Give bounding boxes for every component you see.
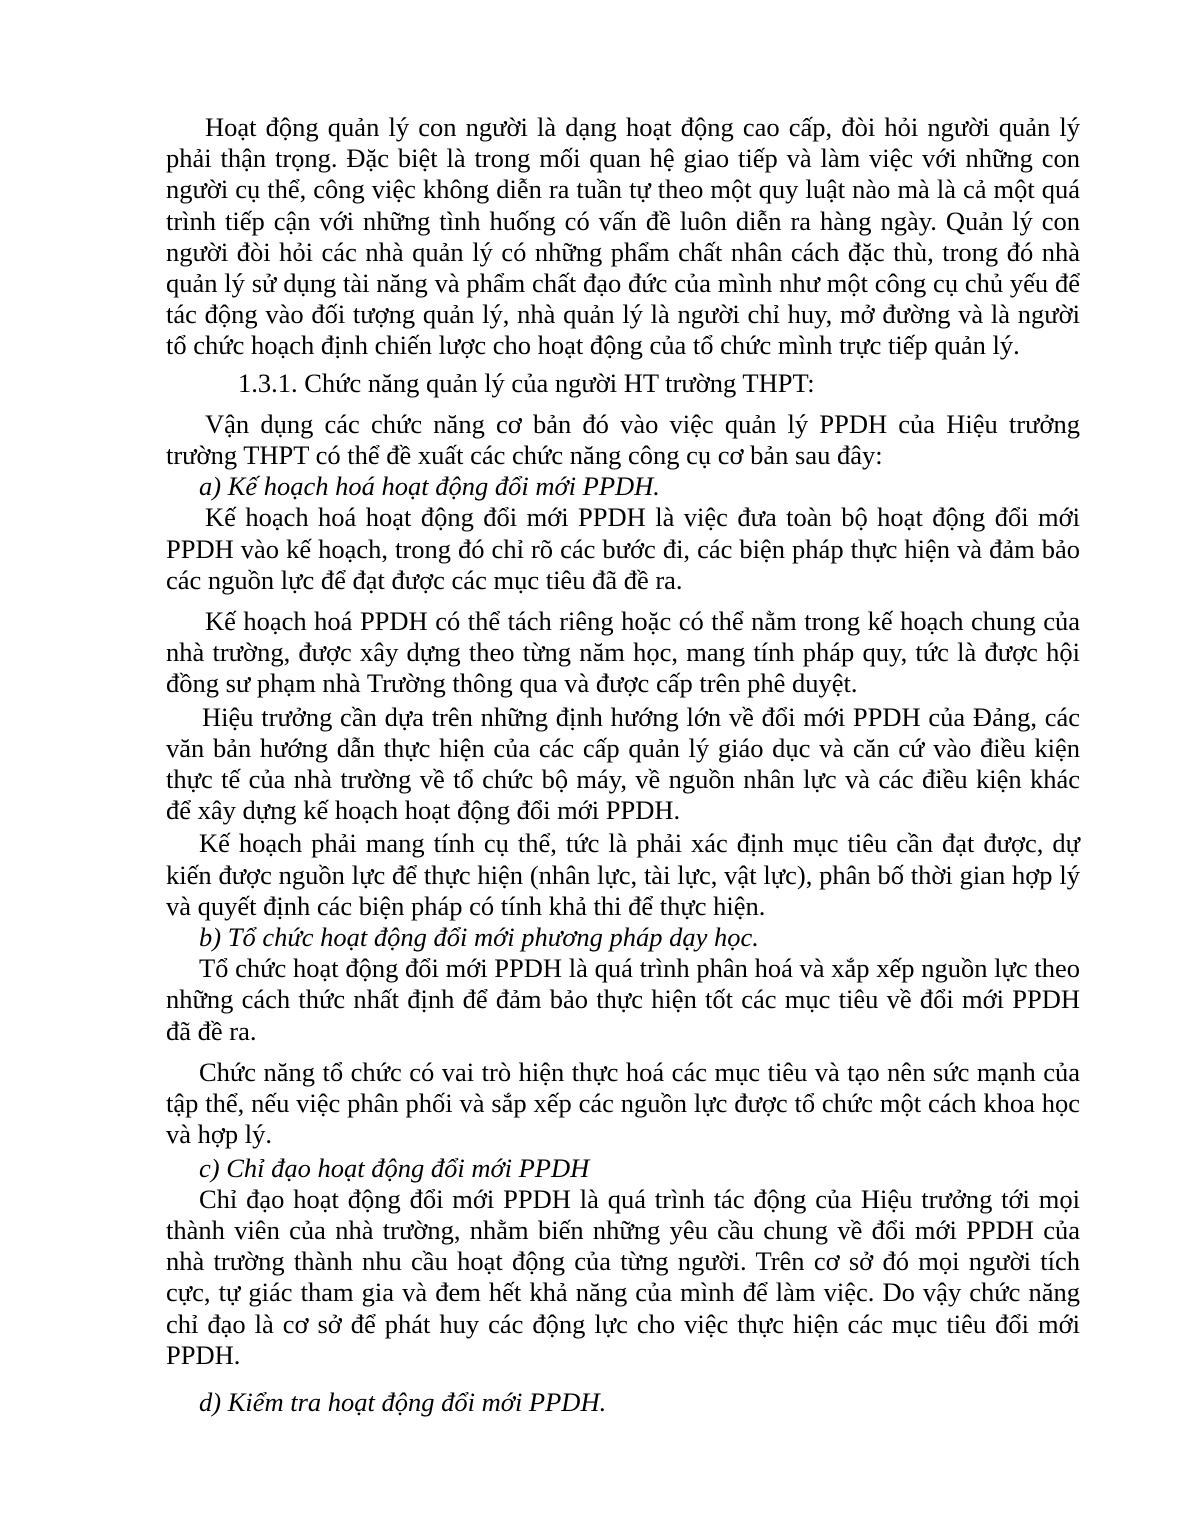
paragraph-organizing-definition: Tổ chức hoạt động đổi mới PPDH là quá trình phân hoá và xắp xếp nguồn lực theo những cách thức nhất định để đảm bảo thực hiện tốt các mục tiêu về đổi mới PPDH đã đề ra. [166,953,1080,1046]
paragraph-directing-definition: Chỉ đạo hoạt động đổi mới PPDH là quá trình tác động của Hiệu trưởng tới mọi thành viên của nhà trường, nhằm biến những yêu cầu chung về đổi mới PPDH của nhà trường thành nhu cầu hoạt động của từng người. Trên cơ sở đó mọi người tích cực, tự giác tham gia và đem hết khả năng của mình để làm việc. Do vậy chức năng chỉ đạo là cơ sở để phát huy các động lực cho việc thực hiện các mục tiêu đổi mới PPDH. [166,1183,1080,1370]
paragraph-plan-specific: Kế hoạch phải mang tính cụ thể, tức là phải xác định mục tiêu cần đạt được, dự kiến được nguồn lực để thực hiện (nhân lực, tài lực, vật lực), phân bố thời gian hợp lý và quyết định các biện pháp có tính khả thi để thực hiện. [166,828,1080,921]
paragraph-applying-functions: Vận dụng các chức năng cơ bản đó vào việc quản lý PPDH của Hiệu trưởng trường THPT có thể đề xuất các chức năng công cụ cơ bản sau đây: [166,408,1080,471]
subheading-b-organizing: b) Tổ chức hoạt động đổi mới phương pháp dạy học. [199,922,759,953]
document-body [166,112,1080,1418]
subheading-c-directing: c) Chỉ đạo hoạt động đổi mới PPDH [199,1152,590,1183]
paragraph-principal-basis: Hiệu trưởng cần dựa trên những định hướng lớn về đổi mới PPDH của Đảng, các văn bản hướng dẫn thực hiện của các cấp quản lý giáo dục và căn cứ vào điều kiện thực tế của nhà trường về tổ chức bộ máy, về nguồn nhân lực và các điều kiện khác để xây dựng kế hoạch hoạt động đổi mới PPDH. [166,701,1080,826]
section-heading-1-3-1: 1.3.1. Chức năng quản lý của người HT trường THPT: [238,367,815,398]
paragraph-human-management: Hoạt động quản lý con người là dạng hoạt động cao cấp, đòi hỏi người quản lý phải thận trọng. Đặc biệt là trong mối quan hệ giao tiếp và làm việc với những con người cụ thể, công việc không diễn ra tuần tự theo một quy luật nào mà là cả một quá trình tiếp cận với những tình huống có vấn đề luôn diễn ra hàng ngày. Quản lý con người đòi hỏi các nhà quản lý có những phẩm chất nhân cách đặc thù, trong đó nhà quản lý sử dụng tài năng và phẩm chất đạo đức của mình như một công cụ chủ yếu để tác động vào đối tượng quản lý, nhà quản lý là người chỉ huy, mở đường và là người tổ chức hoạch định chiến lược cho hoạt động của tổ chức mình trực tiếp quản lý. [166,112,1080,361]
paragraph-planning-scope: Kế hoạch hoá PPDH có thể tách riêng hoặc có thể nằm trong kế hoạch chung của nhà trường, được xây dựng theo từng năm học, mang tính pháp quy, tức là được hội đồng sư phạm nhà Trường thông qua và được cấp trên phê duyệt. [166,606,1080,699]
paragraph-organizing-role: Chức năng tổ chức có vai trò hiện thực hoá các mục tiêu và tạo nên sức mạnh của tập thể, nếu việc phân phối và sắp xếp các nguồn lực được tổ chức một cách khoa học và hợp lý. [166,1056,1080,1150]
paragraph-planning-definition: Kế hoạch hoá hoạt động đổi mới PPDH là việc đưa toàn bộ hoạt động đổi mới PPDH vào kế hoạch, trong đó chỉ rõ các bước đi, các biện pháp thực hiện và đảm bảo các nguồn lực để đạt được các mục tiêu đã đề ra. [166,502,1080,595]
subheading-d-inspecting: d) Kiểm tra hoạt động đổi mới PPDH. [199,1386,607,1417]
subheading-a-planning: a) Kế hoạch hoá hoạt động đổi mới PPDH. [199,471,660,502]
